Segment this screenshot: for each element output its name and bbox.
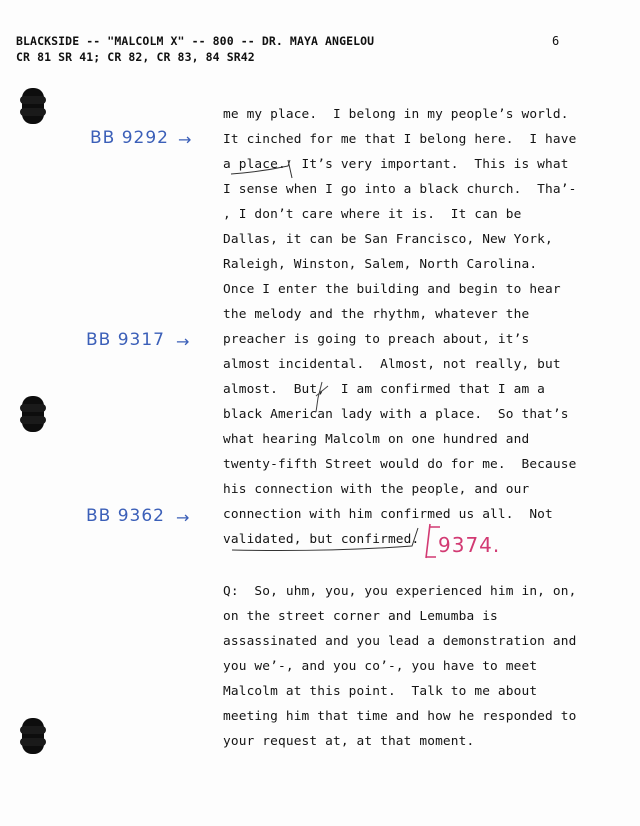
timecode-note: BB 9317 — [86, 330, 165, 350]
cut-mark — [231, 160, 292, 178]
body-line: twenty-fifth Street would do for me. Because — [223, 457, 577, 472]
arrow-icon: → — [178, 130, 192, 149]
body-line: what hearing Malcolm on one hundred and — [223, 432, 530, 447]
body-line: almost incidental. Almost, not really, but — [223, 357, 561, 372]
bracket-mark — [232, 528, 418, 551]
body-line: me my place. I belong in my people’s world. — [223, 107, 569, 122]
question-line: your request at, at that moment. — [223, 734, 475, 749]
body-line: validated, but confirmed. — [223, 532, 420, 547]
question-line: assassinated and you lead a demonstration and — [223, 634, 577, 649]
cut-mark — [316, 382, 328, 412]
body-line: the melody and the rhythm, whatever the — [223, 307, 530, 322]
body-line: a place. It’s very important. This is what — [223, 157, 569, 172]
page-number: 6 — [552, 34, 560, 48]
question-line: on the street corner and Lemumba is — [223, 609, 498, 624]
timecode-note: BB 9292 — [90, 128, 169, 148]
timecode-note: BB 9362 — [86, 506, 165, 526]
question-line: you we’-, and you co’-, you have to meet — [223, 659, 538, 674]
body-line: Raleigh, Winston, Salem, North Carolina. — [223, 257, 538, 272]
header-subtitle: CR 81 SR 41; CR 82, CR 83, 84 SR42 — [16, 50, 255, 64]
question-line: meeting him that time and how he responded to — [223, 709, 577, 724]
arrow-icon: → — [176, 332, 190, 351]
body-line: Dallas, it can be San Francisco, New York, — [223, 232, 553, 247]
body-line: connection with him confirmed us all. Not — [223, 507, 553, 522]
cut-mark-red — [426, 524, 440, 558]
body-line: I sense when I go into a black church. Tha’- — [223, 182, 577, 197]
body-line: almost. But, I am confirmed that I am a — [223, 382, 546, 397]
body-line: , I don’t care where it is. It can be — [223, 207, 522, 222]
body-line: preacher is going to preach about, it’s — [223, 332, 530, 347]
body-line: black American lady with a place. So that’s — [223, 407, 569, 422]
arrow-icon: → — [176, 508, 190, 527]
question-line: Malcolm at this point. Talk to me about — [223, 684, 538, 699]
header-title: BLACKSIDE -- "MALCOLM X" -- 800 -- DR. MAYA ANGELOU — [16, 34, 375, 48]
question-line: Q: So, uhm, you, you experienced him in, on, — [223, 584, 577, 599]
body-line: It cinched for me that I belong here. I have — [223, 132, 577, 147]
body-line: Once I enter the building and begin to hear — [223, 282, 561, 297]
body-line: his connection with the people, and our — [223, 482, 530, 497]
timecode-note-red: 9374. — [438, 533, 501, 557]
